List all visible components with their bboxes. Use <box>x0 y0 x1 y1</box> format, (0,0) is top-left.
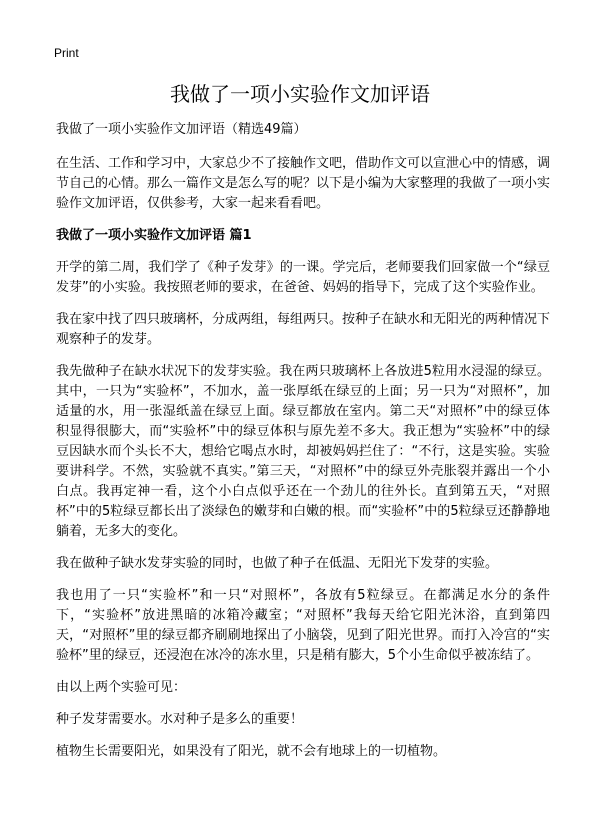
section-heading: 我做了一项小实验作文加评语 篇1 <box>56 228 252 243</box>
article-body <box>56 120 550 774</box>
paragraph: 开学的第二周，我们学了《种子发芽》的一课。学完后，老师要我们回家做一个“绿豆发芽”的小实验。我按照老师的要求，在爸爸、妈妈的指导下，完成了这个实验作业。 <box>56 260 550 295</box>
article-subtitle: 我做了一项小实验作文加评语（精选49篇） <box>56 122 307 137</box>
paragraph: 我也用了一只“实验杯”和一只“对照杯”，各放有5粒绿豆。在都满足水分的条件下，“实验杯”放进黑暗的冰箱冷藏室；“对照杯”我每天给它阳光沐浴，直到第四天，“对照杯”里的绿豆都齐刷刷地探出了小脑袋，见到了阳光世界。而打入冷宫的“实验杯”里的绿豆，还浸泡在冰冷的冻水里，只是稍有膨大，5个小生命似乎被冻结了。 <box>56 588 550 663</box>
paragraph: 我在做种子缺水发芽实验的同时，也做了种子在低温、无阳光下发芽的实验。 <box>56 556 499 571</box>
paragraph: 由以上两个实验可见： <box>56 680 187 695</box>
page-title: 我做了一项小实验作文加评语 <box>170 82 430 106</box>
intro-paragraph: 在生活、工作和学习中，大家总少不了接触作文吧，借助作文可以宣泄心中的情感，调节自己的心情。那么一篇作文是怎么写的呢？以下是小编为大家整理的我做了一项小实验作文加评语，仅供参考，大家一起来看看吧。 <box>56 156 551 211</box>
print-link[interactable]: Print <box>54 46 79 60</box>
paragraph: 植物生长需要阳光，如果没有了阳光，就不会有地球上的一切植物。 <box>56 744 447 759</box>
paragraph: 我在家中找了四只玻璃杯，分成两组，每组两只。按种子在缺水和无阳光的两种情况下观察种子的发芽。 <box>56 312 551 347</box>
paragraph: 种子发芽需要水。水对种子是多么的重要！ <box>56 712 304 727</box>
paragraph: 我先做种子在缺水状况下的发芽实验。我在两只玻璃杯上各放进5粒用水浸湿的绿豆。其中，一只为“实验杯”，不加水，盖一张厚纸在绿豆的上面；另一只为“对照杯”，加适量的水，用一张湿纸盖在绿豆上面。绿豆都放在室内。第二天“对照杯”中的绿豆体积显得很膨大，而“实验杯”中的绿豆体积与原先差不多大。我正想为“实验杯”中的绿豆因缺水而个头长不大，想给它喝点水时，却被妈妈拦住了：“不行，这是实验。实验要讲科学。不然，实验就不真实。”第三天，“对照杯”中的绿豆外壳胀裂并露出一个小白点。我再定神一看，这个小白点似乎还在一个劲儿的往外长。直到第五天，“对照杯”中的5粒绿豆都长出了淡绿色的嫩芽和白嫩的根。而“实验杯”中的5粒绿豆还静静地躺着，无多大的变化。 <box>56 364 550 539</box>
